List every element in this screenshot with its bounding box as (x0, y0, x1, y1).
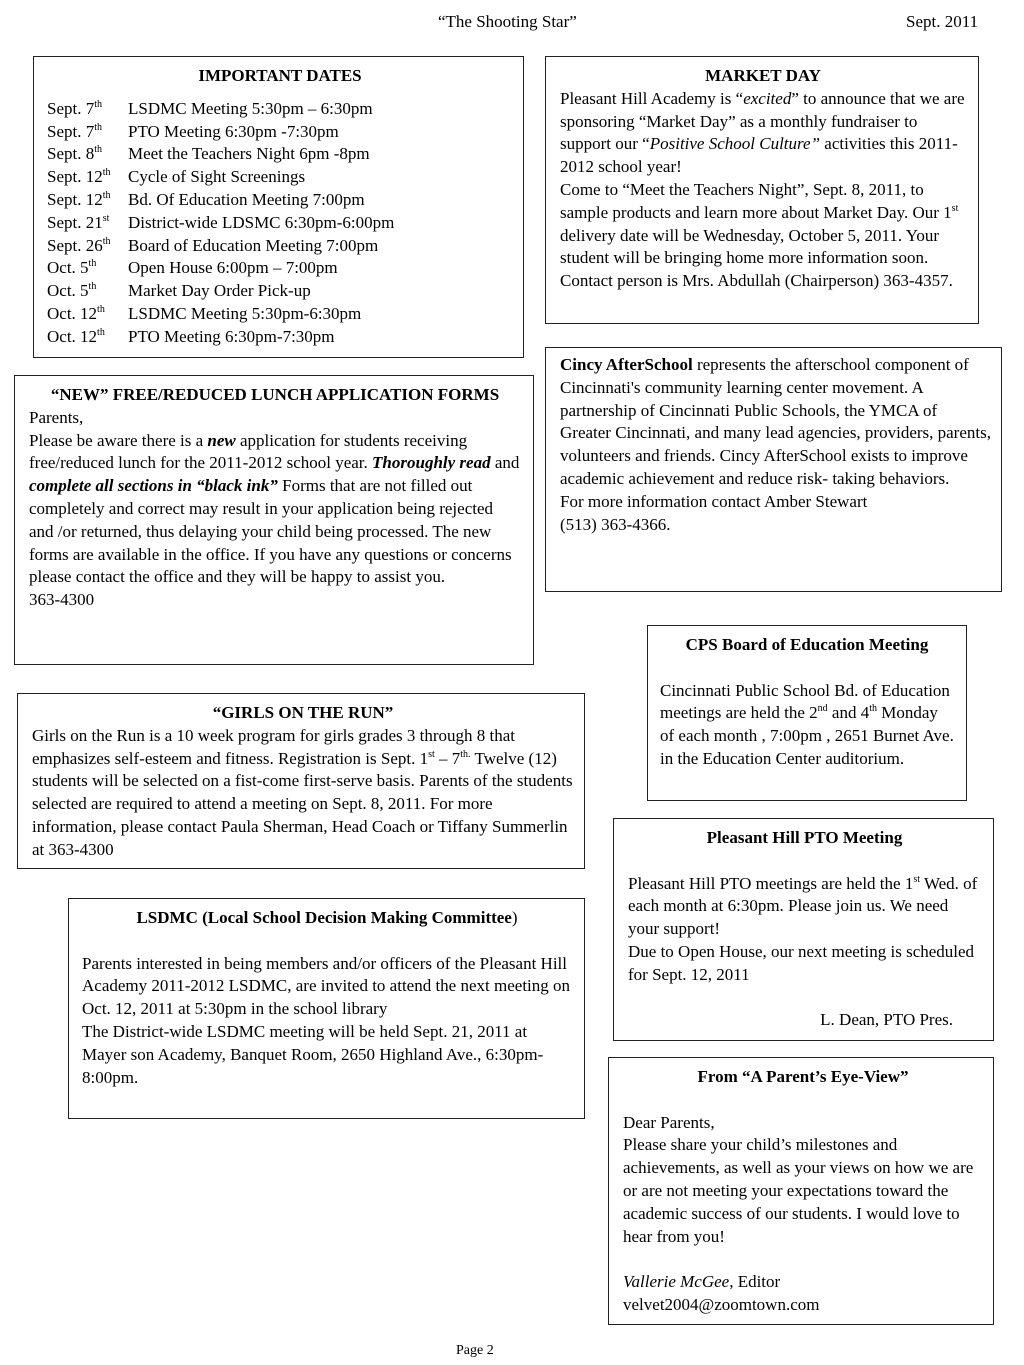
important-date-day: Sept. 8th (47, 144, 103, 164)
lunch-forms-box (14, 375, 534, 665)
important-date-row (47, 98, 513, 121)
cincy-afterschool-box (545, 347, 1002, 592)
important-date-row (47, 121, 513, 144)
important-date-row (47, 212, 513, 235)
lsdmc-district-meeting: The District-wide LSDMC meeting will be held Sept. 21, 2011 at Mayer son Academy, Banquet Room, 2650 Highland Ave., 6:30pm-8:00pm. (82, 1021, 544, 1087)
parents-eye-greeting: Dear Parents, (623, 1112, 715, 1132)
issue-date: Sept. 2011 (906, 12, 979, 31)
important-date-day: Sept. 12th (47, 167, 111, 187)
lunch-forms-body: Please be aware there is a new application for students receiving free/reduced lunch for the 2011-2012 school year. Thoroughly read and complete all sections in “black ink” Forms that are not filled out completely and correct may result in your application being rejected and /or returned, thus delaying your child being processed. The new forms are available in the office. If you have any questions or concerns please contact the office and they will be happy to assist you. (29, 430, 520, 587)
pto-meeting-title: Pleasant Hill PTO Meeting (706, 828, 903, 847)
important-date-event: Meet the Teachers Night 6pm -8pm (128, 144, 370, 164)
lsdmc-title: LSDMC (Local School Decision Making Committee) (136, 908, 518, 927)
lsdmc-invite: Parents interested in being members and/or officers of the Pleasant Hill Academy 2011-2012 LSDMC, are invited to attend the next meeting on Oct. 12, 2011 at 5:30pm in the school library (82, 953, 571, 1019)
important-date-event: Bd. Of Education Meeting 7:00pm (128, 189, 365, 209)
pto-meeting-body: Pleasant Hill PTO meetings are held the 1st Wed. of each month at 6:30pm. Please join us. We need your support! (628, 873, 978, 939)
parents-eye-title: From “A Parent’s Eye-View” (697, 1067, 909, 1086)
important-dates-list (47, 98, 513, 349)
lunch-forms-greeting: Parents, (29, 407, 84, 427)
important-date-day: Sept. 7th (47, 98, 103, 118)
cps-board-box (647, 625, 967, 801)
important-date-row (47, 326, 513, 349)
important-date-row (47, 235, 513, 258)
cps-board-title: CPS Board of Education Meeting (685, 635, 929, 654)
page-number: Page 2 (456, 1343, 494, 1358)
important-date-event: LSDMC Meeting 5:30pm – 6:30pm (128, 98, 373, 118)
important-date-event: Board of Education Meeting 7:00pm (128, 235, 379, 255)
lsdmc-box (68, 898, 585, 1119)
important-date-event: District-wide LDSMC 6:30pm-6:00pm (128, 212, 395, 232)
newsletter-title: “The Shooting Star” (438, 12, 577, 31)
parents-eye-box (608, 1057, 994, 1325)
lunch-forms-title: “NEW” FREE/REDUCED LUNCH APPLICATION FORMS (50, 385, 500, 404)
important-date-day: Sept. 21st (47, 212, 110, 232)
parents-eye-editor: Vallerie McGee, Editor (623, 1272, 781, 1292)
important-date-event: PTO Meeting 6:30pm-7:30pm (128, 326, 335, 346)
parents-eye-body: Please share your child’s milestones and achievements, as well as your views on how we are or are not meeting your expectations toward the academic success of our students. I would love to hear from you! (623, 1135, 974, 1246)
important-date-event: Open House 6:00pm – 7:00pm (128, 258, 338, 278)
cincy-afterschool-body: Cincy AfterSchool represents the afterschool component of Cincinnati's community learning center movement. A partnership of Cincinnati Public Schools, the YMCA of Greater Cincinnati, and many lead agencies, providers, parents, volunteers and friends. Cincy AfterSchool exists to improve academic achievement and reduce risk- taking behaviors. (560, 355, 991, 488)
important-date-day: Sept. 26th (47, 235, 111, 255)
important-date-row (47, 143, 513, 166)
cincy-afterschool-phone: (513) 363-4366. (560, 514, 671, 534)
important-date-row (47, 166, 513, 189)
lunch-forms-phone: 363-4300 (29, 590, 95, 610)
girls-on-run-title: “GIRLS ON THE RUN” (212, 703, 394, 722)
market-day-box (545, 56, 979, 324)
important-date-day: Oct. 5th (47, 258, 97, 278)
pto-meeting-note: Due to Open House, our next meeting is scheduled for Sept. 12, 2011 (628, 941, 975, 984)
important-date-day: Sept. 7th (47, 121, 103, 141)
important-date-row (47, 303, 513, 326)
important-date-event: LSDMC Meeting 5:30pm-6:30pm (128, 303, 362, 323)
important-date-day: Sept. 12th (47, 189, 111, 209)
market-day-details: Come to “Meet the Teachers Night”, Sept. 8, 2011, to sample products and learn more about Market Day. Our 1st delivery date will be Wednesday, October 5, 2011. Your student will be bringing home more information soon. Contact person is Mrs. Abdullah (Chairperson) 363-4357. (560, 179, 959, 291)
important-date-row (47, 257, 513, 280)
important-date-day: Oct. 12th (47, 326, 105, 346)
market-day-intro: Pleasant Hill Academy is “excited” to announce that we are sponsoring “Market Day” as a monthly fundraiser to support our “Positive School Culture” activities this 2011-2012 school year! (560, 88, 965, 177)
cps-board-body: Cincinnati Public School Bd. of Education meetings are held the 2nd and 4th Monday of each month , 7:00pm , 2651 Burnet Ave. in the Education Center auditorium. (660, 680, 954, 768)
girls-on-run-box (17, 693, 585, 869)
pto-meeting-box (613, 818, 994, 1041)
important-date-day: Oct. 5th (47, 281, 97, 301)
important-dates-title: IMPORTANT DATES (198, 66, 362, 85)
important-date-day: Oct. 12th (47, 303, 105, 323)
parents-eye-email[interactable]: velvet2004@zoomtown.com (623, 1294, 820, 1314)
important-date-event: PTO Meeting 6:30pm -7:30pm (128, 121, 339, 141)
important-date-row (47, 280, 513, 303)
cincy-afterschool-contact: For more information contact Amber Stewart (560, 491, 868, 511)
market-day-title: MARKET DAY (705, 66, 821, 85)
girls-on-run-body: Girls on the Run is a 10 week program for girls grades 3 through 8 that emphasizes self-esteem and fitness. Registration is Sept. $1st - 7^{th.}$ Twelve (12) students will be selected on a fist-come first-serve basis. Parents of the students selected are required to attend a meeting on Sept. 8, 2011. For more information, please contact Paula Sherman, Head Coach or Tiffany Summerlin at 363-4300 (32, 725, 573, 859)
important-dates-box (33, 56, 524, 358)
important-date-event: Market Day Order Pick-up (128, 281, 311, 301)
important-date-event: Cycle of Sight Screenings (128, 167, 306, 187)
important-date-row (47, 189, 513, 212)
pto-meeting-signature: L. Dean, PTO Pres. (820, 1010, 953, 1030)
